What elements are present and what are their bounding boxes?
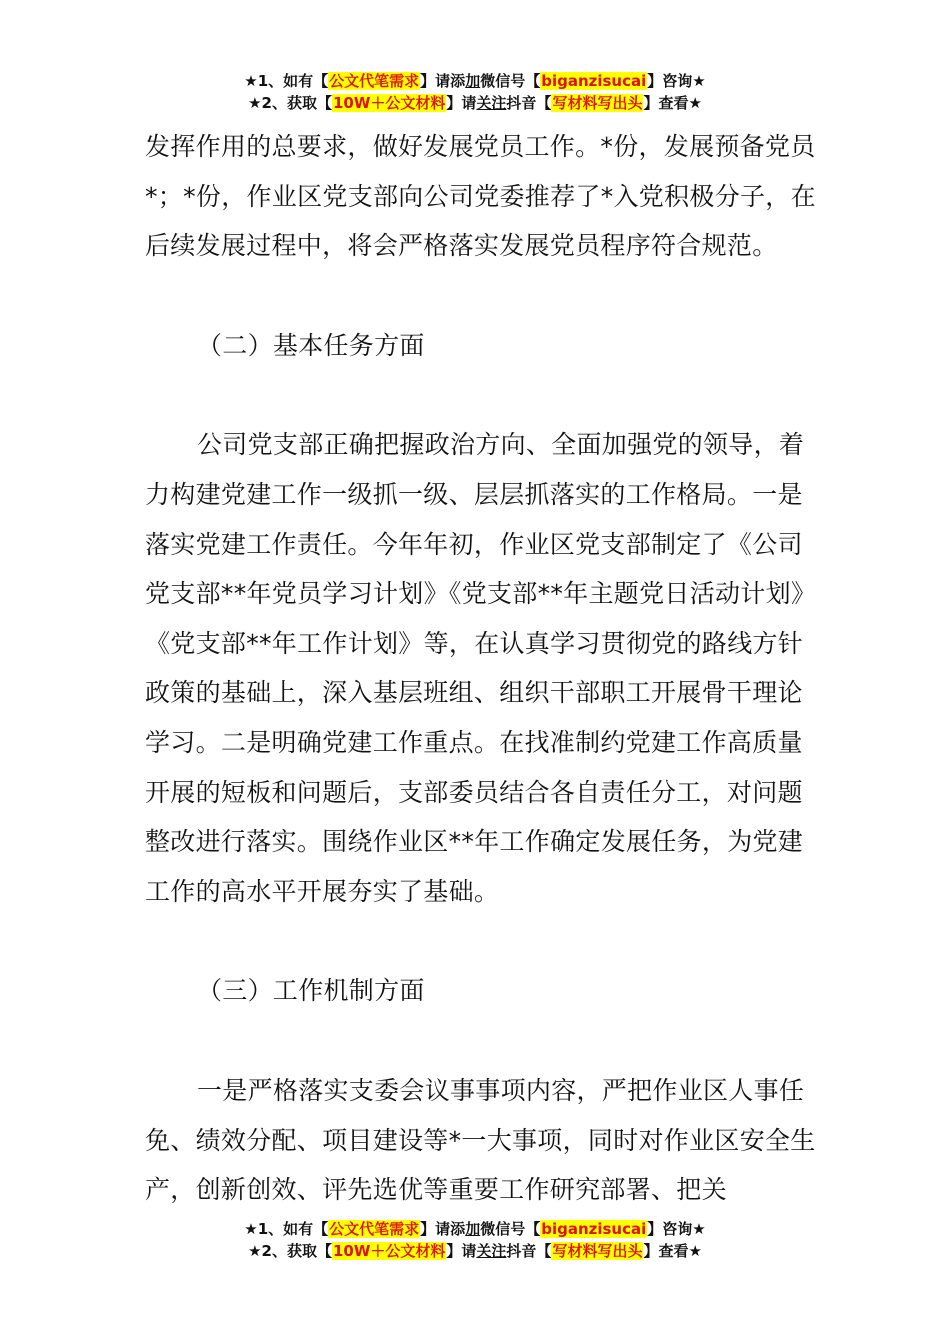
document-body: [145, 122, 825, 1215]
banner-text: 】查看★: [643, 94, 702, 112]
section-heading-2: （二）基本任务方面: [197, 330, 425, 360]
banner-text: 抖音【: [506, 1242, 552, 1260]
banner-text: 】咨询★: [647, 1220, 706, 1238]
banner-highlight: 10W＋公文材料: [332, 94, 446, 112]
banner-text: 抖音【: [506, 94, 552, 112]
banner-highlight: 写材料写出头: [552, 94, 643, 112]
banner-highlight: 写材料写出头: [552, 1242, 643, 1260]
header-banner: [0, 70, 950, 114]
banner-text: 】请: [446, 94, 477, 112]
paragraph-2: 公司党支部正确把握政治方向、全面加强党的领导，着力构建党建工作一级抓一级、层层抓落实的工作格局。一是落实党建工作责任。今年年初，作业区党支部制定了《公司党支部**年党员学习计划》《党支部**年主题党日活动计划》《党支部**年工作计划》等，在认真学习贯彻党的路线方针政策的基础上，深入基层班组、组织干部职工开展骨干理论学习。二是明确党建工作重点。在找准制约党建工作高质量开展的短板和问题后，支部委员结合各自责任分工，对问题整改进行落实。围绕作业区**年工作确定发展任务，为党建工作的高水平开展夯实了基础。: [145, 430, 817, 906]
paragraph-1: 发挥作用的总要求，做好发展党员工作。*份，发展预备党员*；*份，作业区党支部向公司党委推荐了*入党积极分子，在后续发展过程中，将会严格落实发展党员程序符合规范。: [145, 132, 816, 261]
banner-text: 微信号【: [480, 72, 541, 90]
banner-line-2: [0, 1240, 950, 1262]
banner-line-2: [0, 92, 950, 114]
banner-text: ★2、获取【: [248, 1242, 332, 1260]
banner-highlight: 公文代笔需求: [329, 1220, 420, 1238]
banner-text: 】请添: [420, 1220, 466, 1238]
banner-text: 】请: [446, 1242, 477, 1260]
banner-highlight: biganzisucai: [541, 1220, 647, 1238]
banner-line-1: [0, 70, 950, 92]
banner-text: 】请添: [420, 72, 466, 90]
banner-text: 】查看★: [643, 1242, 702, 1260]
banner-text: 微信号【: [480, 1220, 541, 1238]
banner-emphasis: 关注: [476, 94, 507, 112]
banner-highlight: 公文代笔需求: [329, 72, 420, 90]
banner-text: 】咨询★: [647, 72, 706, 90]
banner-highlight: 10W＋公文材料: [332, 1242, 446, 1260]
banner-line-1: [0, 1218, 950, 1240]
paragraph-3: 一是严格落实支委会议事事项内容，严把作业区人事任免、绩效分配、项目建设等*一大事项，同时对作业区安全生产，创新创效、评先选优等重要工作研究部署、把关: [145, 1075, 816, 1205]
banner-text: ★1、如有【: [244, 72, 329, 90]
banner-emphasis: 关注: [476, 1242, 507, 1260]
footer-banner: [0, 1218, 950, 1262]
banner-text: ★2、获取【: [248, 94, 332, 112]
banner-emphasis: 加: [465, 1220, 481, 1238]
banner-text: ★1、如有【: [244, 1220, 329, 1238]
section-heading-3: （三）工作机制方面: [197, 976, 425, 1006]
banner-highlight: biganzisucai: [541, 72, 647, 90]
banner-emphasis: 加: [465, 72, 481, 90]
